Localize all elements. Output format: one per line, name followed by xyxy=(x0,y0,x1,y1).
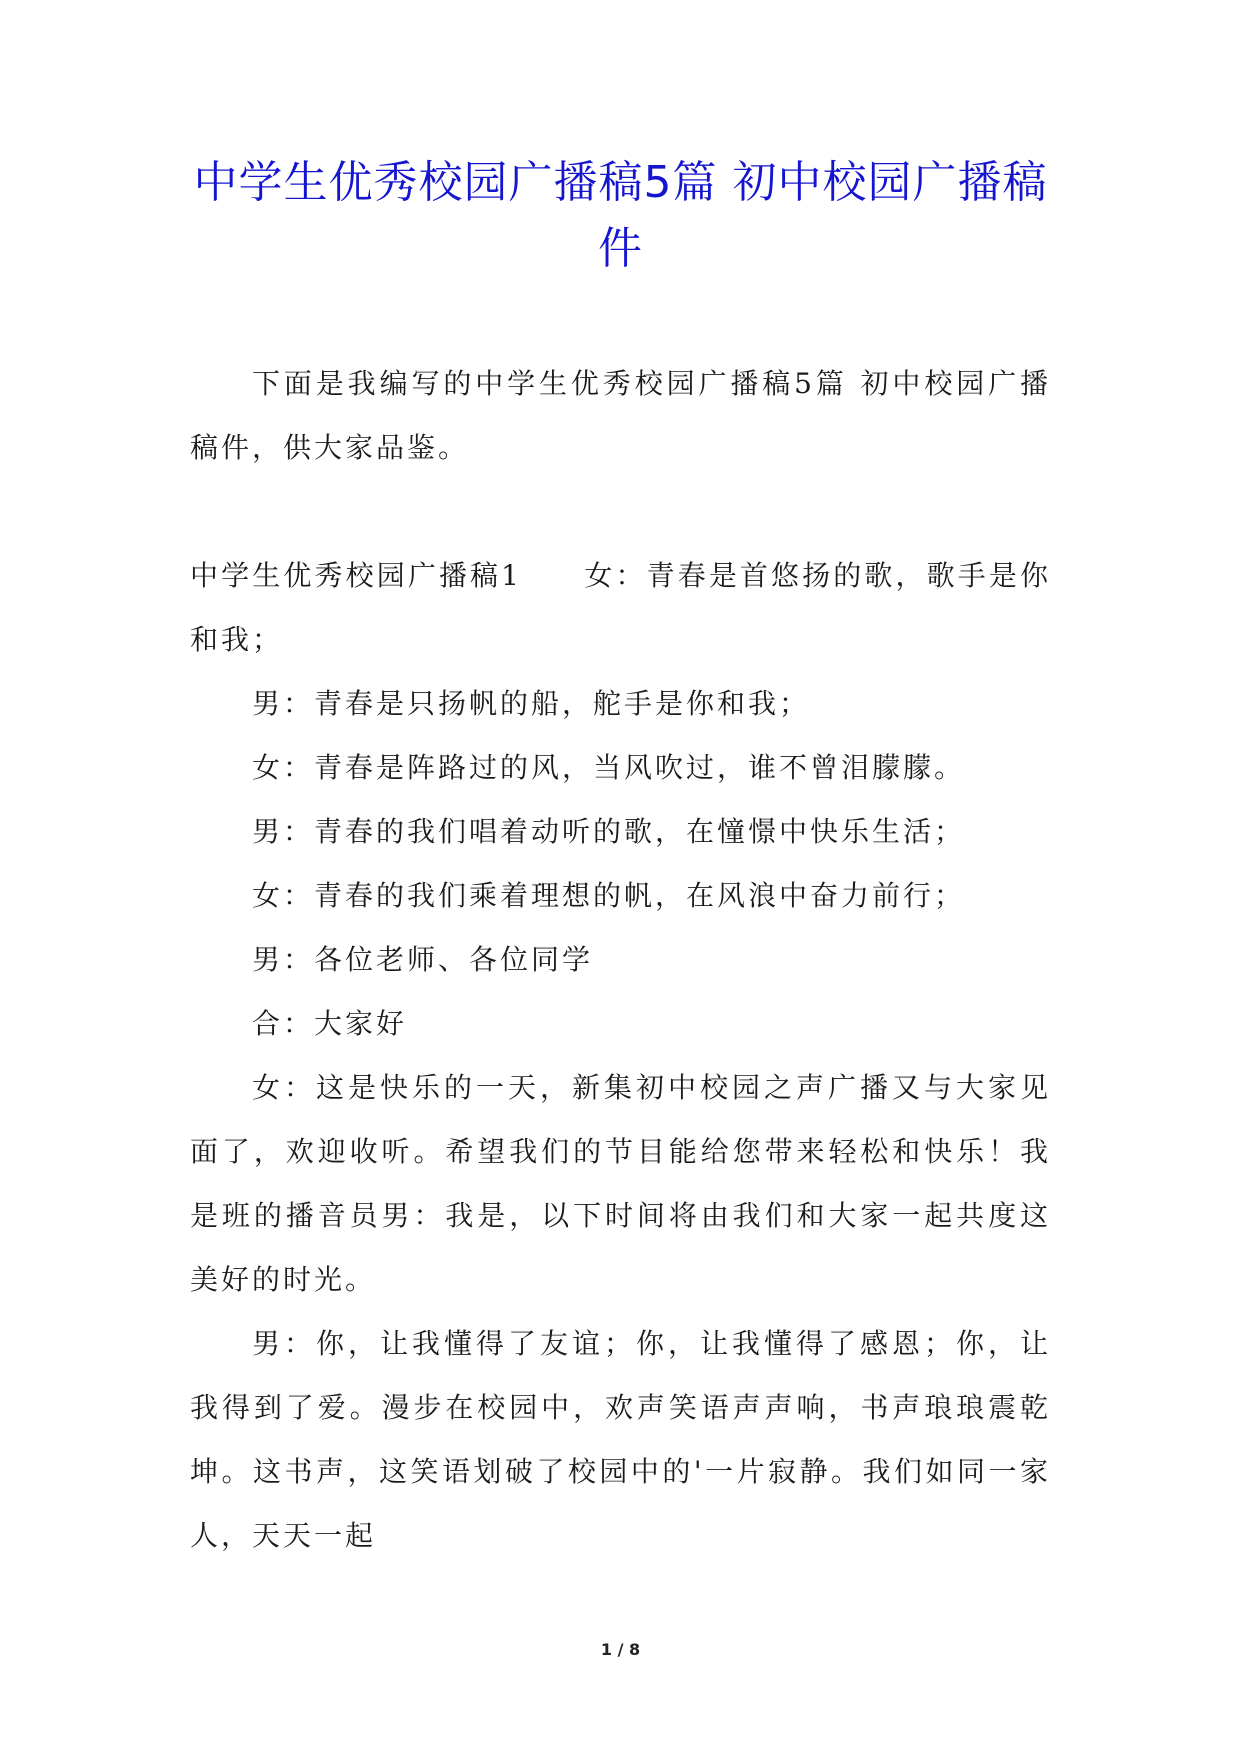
paragraph: 男：青春是只扬帆的船，舵手是你和我； xyxy=(252,687,811,720)
paragraph: 男：你，让我懂得了友谊；你，让我懂得了感恩；你，让我得到了爱。漫步在校园中，欢声笑语声声响，书声琅琅震乾坤。这书声，这笑语划破了校园中的'一片寂静。我们如同一家人，天天一起 xyxy=(190,1327,1051,1552)
intro-paragraph: 下面是我编写的中学生优秀校园广播稿5篇 初中校园广播稿件，供大家品鉴。 xyxy=(190,367,1051,464)
document-title: 中学生优秀校园广播稿5篇 初中校园广播稿件 xyxy=(193,157,1048,274)
paragraph: 男：各位老师、各位同学 xyxy=(252,943,594,976)
paragraph: 女：这是快乐的一天，新集初中校园之声广播又与大家见面了，欢迎收听。希望我们的节目能给您带来轻松和快乐！我是班的播音员男：我是，以下时间将由我们和大家一起共度这美好的时光。 xyxy=(190,1071,1051,1296)
paragraph: 男：青春的我们唱着动听的歌，在憧憬中快乐生活； xyxy=(252,815,966,848)
paragraph: 女：青春是阵路过的风，当风吹过，谁不曾泪朦朦。 xyxy=(252,751,966,784)
paragraph: 合：大家好 xyxy=(252,1007,408,1040)
paragraph: 中学生优秀校园广播稿1 女：青春是首悠扬的歌，歌手是你和我； xyxy=(190,559,1051,656)
page-number: 1 / 8 xyxy=(600,1640,641,1659)
document-body xyxy=(190,352,1051,1568)
paragraph: 女：青春的我们乘着理想的帆，在风浪中奋力前行； xyxy=(252,879,966,912)
